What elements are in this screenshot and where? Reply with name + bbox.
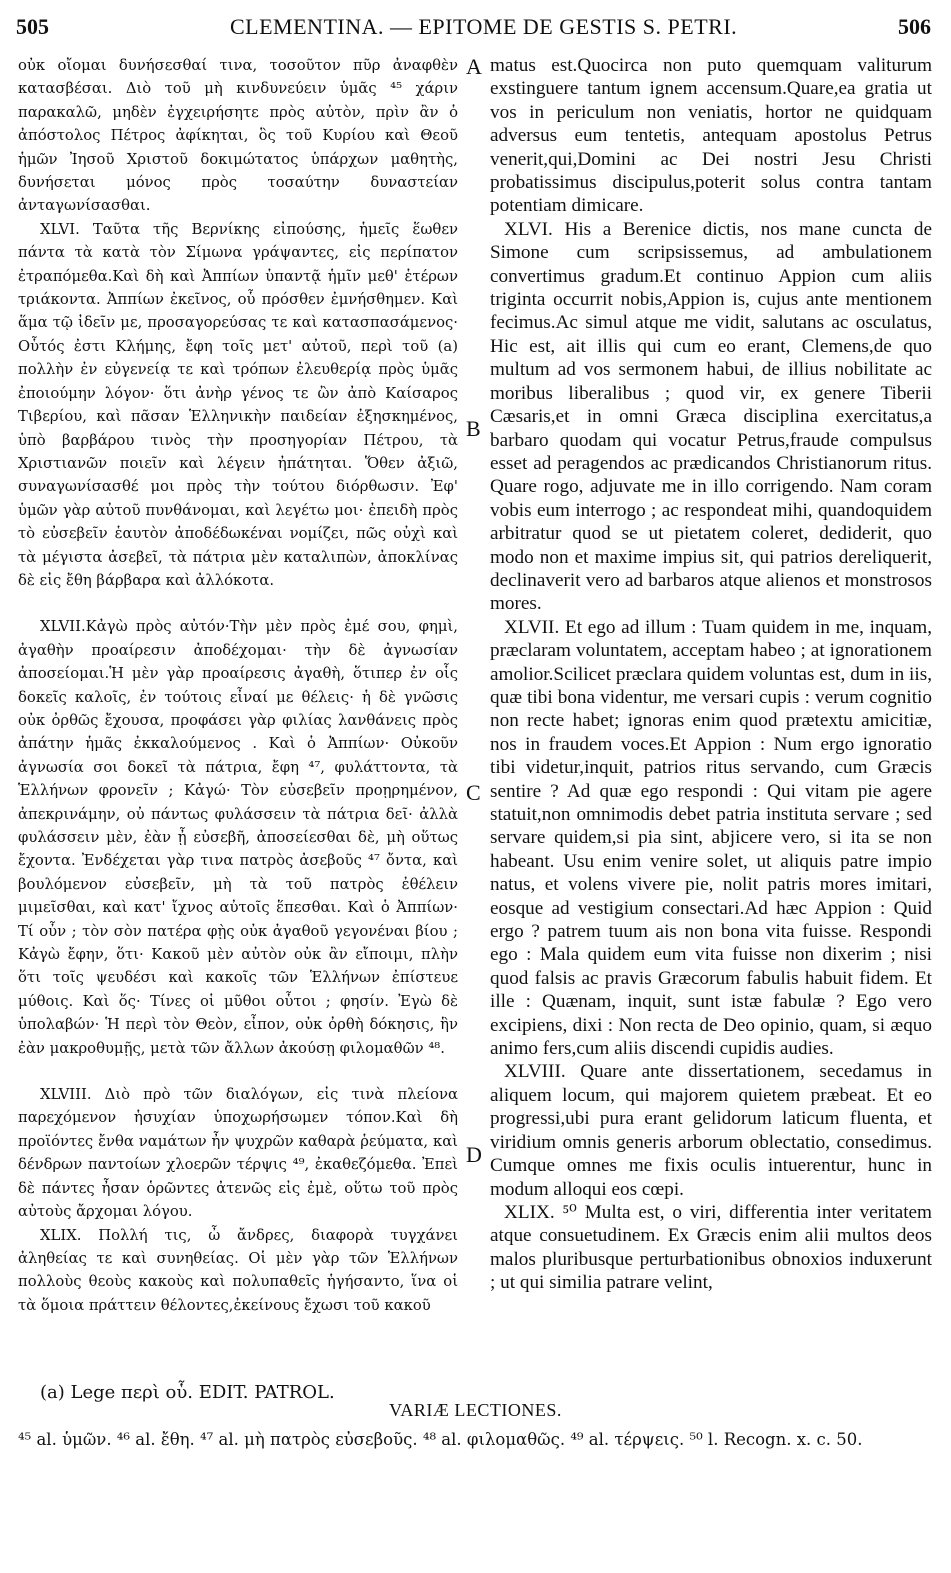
latin-paragraph-xlvi: XLVI. His a Berenice dictis, nos mane cuncta de Simone cum scripsissemus, ad ambulationem convertimus gradum.Et continuo Appion cum aliis triginta occurrit nobis,Appion is, cujus ante mentionem fecimus.Ac simul atque me vidit, salutans ac osculatus, Hic est, ait illis qui cum eo erant, Clemens,de quo multum ad vos sermonem habui, de illius nobilitate ac moribus liberalibus ; quod vir, ex genere Tiberii Cæsaris,et in omni Græca disciplina exercitatus,a barbaro quodam qui vocatur Petrus,fraude compulsus esset ad peragendos ac prædicandos Christianorum ritus. Quare rogo, adjuvate me in illo corrigendo. Nam coram vobis eum interrogo ; ac respondeat mihi, quandoquidem arbitratur quod se ut pietatem coleret, dediderit, quo modo non et maxime impius sit, qui patrios dereliquerit, declinaverit vero ad barbaros atque alienos et monstrosos mores. bbox=[490, 218, 932, 615]
greek-paragraph-xlvi: XLVI. Ταῦτα τῆς Βερνίκης εἰπούσης, ἡμεῖς ἕωθεν πάντα τὰ κατὰ τὸν Σίμωνα γράψαντες, εἰς περίπατον ἐτραπόμεθα.Καὶ δὴ καὶ Ἀππίων ὑπαντᾷ ἡμῖν μεθ' ἑτέρων τριάκοντα. Ἀππίων ἐκεῖνος, οὗ πρόσθεν ἐμνήσθημεν. Καὶ ἅμα τῷ ἰδεῖν με, προσαγορεύσας τε καὶ κατασπασάμενος· Οὗτός ἐστι Κλήμης, ἔφη τοῖς μετ' αὐτοῦ, περὶ τοῦ (a) πολλὴν ἐν εὐγενείᾳ τε καὶ τρόπων ἐλευθερίᾳ πρὸς ὑμᾶς ἐποιούμην λόγον· ὅτι ἀνὴρ γένος τε ὢν ἀπὸ Καίσαρος Τιβερίου, καὶ πᾶσαν Ἑλληνικὴν παιδείαν ἐξησκημένος, ὑπὸ βαρβάρου τινὸς τὴν προσηγορίαν Πέτρου, τὰ Χριστιανῶν ποιεῖν καὶ λέγειν ἠπάτηται. Ὅθεν ἀξιῶ, συναγωνίσασθέ μοι πρὸς τὴν τούτου διόρθωσιν. Ἐφ' ὑμῶν γὰρ αὐτοῦ πυνθάνομαι, καὶ λεγέτω μοι· ἐπειδὴ πρὸς τὸ εὐσεβεῖν ἑαυτὸν ἀποδέδωκέναι νομίζει, πῶς οὐχὶ καὶ τὰ μέγιστα ἀσεβεῖ, τὰ πάτρια μὲν καταλιπὼν, ἀποκλίνας δὲ εἰς ἔθη βάρβαρα καὶ ἀλλόκοτα. bbox=[18, 220, 458, 589]
running-header bbox=[0, 14, 951, 44]
margin-letter-c: C bbox=[466, 780, 481, 805]
greek-paragraph-xlvii: XLVII.Κἀγὼ πρὸς αὐτόν·Τὴν μὲν πρὸς ἐμέ σου, φημὶ, ἀγαθὴν προαίρεσιν ἀποδέχομαι· τὴν δὲ ἀγνωσίαν ἀποσείομαι.Ἡ μὲν γὰρ προαίρεσις ἀγαθὴ, ὅτιπερ ἐν οἷς δοκεῖς καλοῖς, ἐν τούτοις εἶναί με θέλεις· ἡ δὲ γνῶσις οὐκ ὀρθῶς ἔχουσα, προφάσει γὰρ φιλίας λανθάνεις πρὸς ἀπάτην ἡμᾶς ἐκκαλούμενος . Καὶ ὁ Ἀππίων· Οὐκοῦν ἀγνωσία σοι δοκεῖ τὰ πάτρια, ἔφη ⁴⁷, φυλάττοντα, τὰ Ἑλλήνων φρονεῖν ; Κἀγώ· Τὸν εὐσεβεῖν προῃρημένον, ἀπεκρινάμην, οὐ πάντως φυλάσσειν τὰ πάτρια δεῖ· ἀλλὰ φυλάσσειν μὲν, ἐὰν ᾖ εὐσεβῆ, ἀποσείεσθαι δὲ, μὴ οὕτως ἔχοντα. Ἐνδέχεται γὰρ τινα πατρὸς ἀσεβοῦς ⁴⁷ ὄντα, καὶ βουλόμενον εὐσεβεῖν, μὴ τὰ τοῦ πατρὸς ἐθέλειν μιμεῖσθαι, καὶ κατ' ἴχνος αὐτοῖς ἕπεσθαι. Καὶ ὁ Ἀππίων· Τί οὖν ; τὸν σὸν πατέρα φῂς οὐκ ἀγαθοῦ γεγονέναι βίου ; Κἀγὼ ἔφην, ὅτι· Κακοῦ μὲν αὐτὸν οὐκ ἂν εἴποιμι, πλὴν ὅτι τοῖς ψευδέσι καὶ κακοῖς τῶν Ἑλλήνων ἐπίστευε μύθοις. Καὶ ὅς· Τίνες οἱ μῦθοι οὗτοι ; φησίν. Ἐγὼ δὲ ὑπολαβών· Ἡ περὶ τὸν Θεὸν, εἶπον, οὐκ ὀρθὴ δόκησις, ἣν ἐὰν μακροθυμῇς, μετὰ τῶν ἄλλων ἀκούσῃ φιλομαθῶν ⁴⁸. bbox=[18, 618, 458, 1057]
latin-paragraph-1: matus est.Quocirca non puto quemquam valiturum exstinguere tantum ignem accensum.Quare,ea gratia ut vos in periculum non veniatis, hortor ne quidquam adversus eum tentetis, antequam apostolus Petrus venerit,qui,Domini ac Dei nostri Jesu Christi probatissimus discipulus,poterit solus contra tantam potentiam dimicare. bbox=[490, 55, 932, 217]
latin-paragraph-xlvii: XLVII. Et ego ad illum : Tuam quidem in me, inquam, præclaram voluntatem, acceptam habeo ; at ignorationem amolior.Scilicet præclara quidem voluntas est, dum in iis, quæ tibi bona videntur, me versari cupis : verum cognitio non recte habet; ignoras enim quod prætextu amicitiæ, nos in fraudem voces.Et Appion : Num ergo ignoratio tibi videtur,inquit, patrios ritus servando, cum Græcis sentire ? Ad quæ ego respondi : Qui vitam pie agere statuit,non omnimodis debet patria instituta servare ; sed servare quidem,si pia sint, abjicere vero, si ita se non habeant. Usu enim venire solet, ut aliquis patre impio natus, et volens vivere pie, nolit patris mores imitari, eosque ad vestigium consectari.Ad hæc Appion : Quid ergo ? patrem tuum ais non bona vita fuisse. Respondi ego : Mala quidem eum vita fuisse non dixerim ; nisi quod falsis ac pravis Græcorum fabulis habuit fidem. Et ille : Quænam, inquit, sunt istæ fabulæ ? Ego vero excipiens, dixi : Non recta de Deo opinio, quam, si æquo animo fers,cum aliis discendi cupidis audies. bbox=[490, 616, 932, 1060]
margin-letter-d: D bbox=[466, 1142, 482, 1167]
variae-lectiones-notes: ⁴⁵ al. ὑμῶν. ⁴⁶ al. ἔθη. ⁴⁷ al. μὴ πατρὸς εὐσεβοῦς. ⁴⁸ al. φιλομαθῶς. ⁴⁹ al. τέρψεις. ⁵⁰ l. Recogn. x. c. 50. bbox=[18, 1430, 863, 1449]
page-number-right: 506 bbox=[898, 14, 931, 39]
latin-paragraph-xlix: XLIX. ⁵⁰ Multa est, o viri, differentia inter veritatem atque consuetudinem. Ex Græcis enim alii multos deos malos pluribusque perturbationibus obnoxios induxerunt ; ut qui similia patrare velint, bbox=[490, 1201, 932, 1294]
greek-paragraph-1: οὐκ οἴομαι δυνήσεσθαί τινα, τοσοῦτον πῦρ ἀναφθὲν κατασβέσαι. Διὸ τοῦ μὴ κινδυνεύειν ὑμᾶς ⁴⁵ χάριν παρακαλῶ, μηδὲν ἐγχειρήσητε πρὸς αὐτὸν, πρὶν ἂν ὁ ἀπόστολος Πέτρος ἀφίκηται, ὃς τοῦ Κυρίου καὶ Θεοῦ ἡμῶν Ἰησοῦ Χριστοῦ δοκιμώτατος ὑπάρχων μαθητὴς, δυνήσεται μόνος πρὸς τοσαύτην δυναστείαν ἀνταγωνίσασθαι. bbox=[18, 57, 458, 215]
margin-letter-b: B bbox=[466, 416, 481, 441]
margin-letter-a: A bbox=[466, 54, 482, 79]
greek-paragraph-xlviii: XLVIII. Διὸ πρὸ τῶν διαλόγων, εἰς τινὰ πλείονα παρεχόμενον ἡσυχίαν ὑποχωρήσωμεν τόπον.Καὶ δὴ προϊόντες ἔνθα ναμάτων ἦν ψυχρῶν καθαρὰ ῥεύματα, καὶ δένδρων παντοίων χλοερῶν τέρψις ⁴⁹, ἐκαθεζόμεθα. Ἐπεὶ δὲ πάντες ἦσαν ὁρῶντες ἀτενῶς εἰς ἐμὲ, οὕτω τοῦ πρὸς αὐτοὺς ἄρχομαι λόγου. bbox=[18, 1086, 458, 1221]
greek-column bbox=[18, 54, 458, 1317]
greek-paragraph-xlix: XLIX. Πολλή τις, ὦ ἄνδρες, διαφορὰ τυγχάνει ἀληθείας τε καὶ συνηθείας. Οἱ μὲν γὰρ τῶν Ἑλλήνων πολλοὺς θεοὺς κακοὺς καὶ πολυπαθεῖς ἡγήσαντο, ἵνα οἱ τὰ ὅμοια πράττειν θέλοντες,ἐκείνους ἔχωσι τοῦ κακοῦ bbox=[18, 1226, 458, 1314]
latin-paragraph-xlviii: XLVIII. Quare ante dissertationem, secedamus in aliquem locum, qui majorem quietem præbeat. Et eo progressi,ubi pura erant gelidorum laticum fluenta, et viridium omnis generis arborum oblectatio, consedimus. Cumque omnes me fixis oculis intuerentur, hunc in modum alloqui eos cœpi. bbox=[490, 1061, 932, 1200]
latin-column bbox=[490, 54, 932, 1295]
variae-lectiones-heading: VARIÆ LECTIONES. bbox=[389, 1400, 562, 1420]
editorial-footnote: (a) Lege περὶ οὗ. EDIT. PATROL. bbox=[40, 1382, 335, 1403]
running-title: CLEMENTINA. — EPITOME DE GESTIS S. PETRI. bbox=[230, 14, 738, 39]
page-number-left: 505 bbox=[16, 14, 49, 39]
